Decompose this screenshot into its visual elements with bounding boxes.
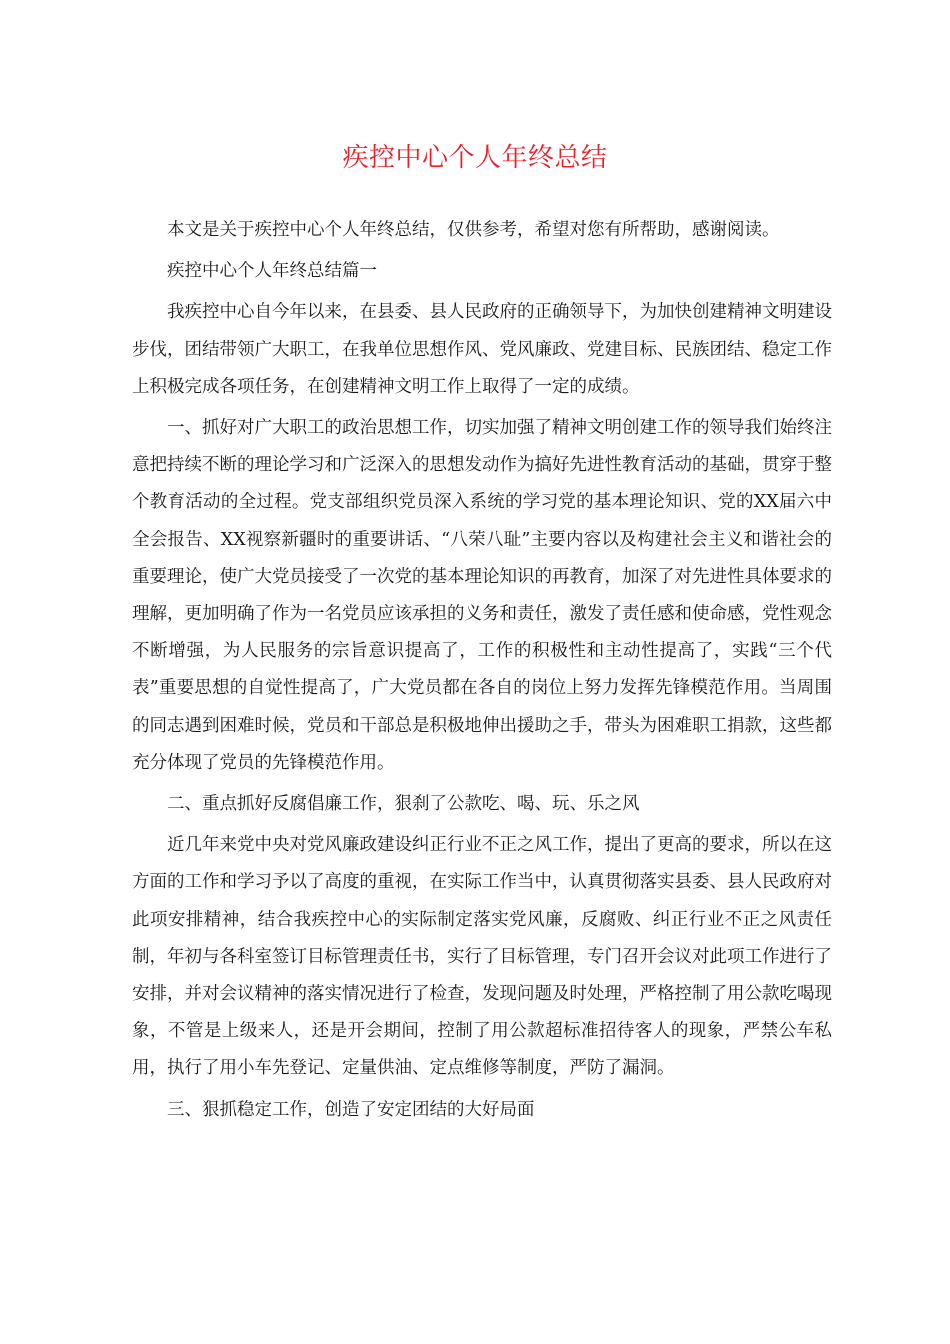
section-heading-part-one: 疾控中心个人年终总结篇一 [167, 261, 377, 282]
intro-paragraph: 本文是关于疾控中心个人年终总结，仅供参考，希望对您有所帮助，感谢阅读。 [167, 220, 780, 240]
body-paragraph: 我疾控中心自今年以来，在县委、县人民政府的正确领导下，为加快创建精神文明建设步伐，团结带领广大职工，在我单位思想作风、党风廉政、党建目标、民族团结、稳定工作上积极完成各项任务，在创建精神文明工作上取得了一定的成绩。 [132, 302, 832, 397]
document-body [132, 212, 832, 1133]
document-title: 疾控中心个人年终总结 [342, 143, 608, 173]
body-paragraph: 一、抓好对广大职工的政治思想工作，切实加强了精神文明创建工作的领导我们始终注意把持续不断的理论学习和广泛深入的思想发动作为搞好先进性教育活动的基础，贯穿于整个教育活动的全过程。党支部组织党员深入系统的学习党的基本理论知识、党的XX届六中全会报告、XX视察新疆时的重要讲话、“八荣八耻”主要内容以及构建社会主义和谐社会的重要理论，使广大党员接受了一次党的基本理论知识的再教育，加深了对先进性具体要求的理解，更加明确了作为一名党员应该承担的义务和责任，激发了责任感和使命感，党性观念不断增强，为人民服务的宗旨意识提高了，工作的积极性和主动性提高了，实践“三个代表”重要思想的自觉性提高了，广大党员都在各自的岗位上努力发挥先锋模范作用。当周围的同志遇到困难时候，党员和干部总是积极地伸出援助之手，带头为困难职工捐款，这些都充分体现了党员的先锋模范作用。 [132, 418, 832, 773]
section-heading: 二、重点抓好反腐倡廉工作，狠刹了公款吃、喝、玩、乐之风 [167, 794, 640, 815]
body-paragraph: 近几年来党中央对党风廉政建设纠正行业不正之风工作，提出了更高的要求，所以在这方面的工作和学习予以了高度的重视，在实际工作当中，认真贯彻落实县委、县人民政府对此项安排精神，结合我疾控中心的实际制定落实党风廉，反腐败、纠正行业不正之风责任制，年初与各科室签订目标管理责任书，实行了目标管理，专门召开会议对此项工作进行了安排，并对会议精神的落实情况进行了检查，发现问题及时处理，严格控制了用公款吃喝现象，不管是上级来人，还是开会期间，控制了用公款超标准招待客人的现象，严禁公车私用，执行了用小车先登记、定量供油、定点维修等制度，严防了漏洞。 [132, 835, 832, 1079]
section-heading: 三、狠抓稳定工作，创造了安定团结的大好局面 [167, 1099, 535, 1120]
